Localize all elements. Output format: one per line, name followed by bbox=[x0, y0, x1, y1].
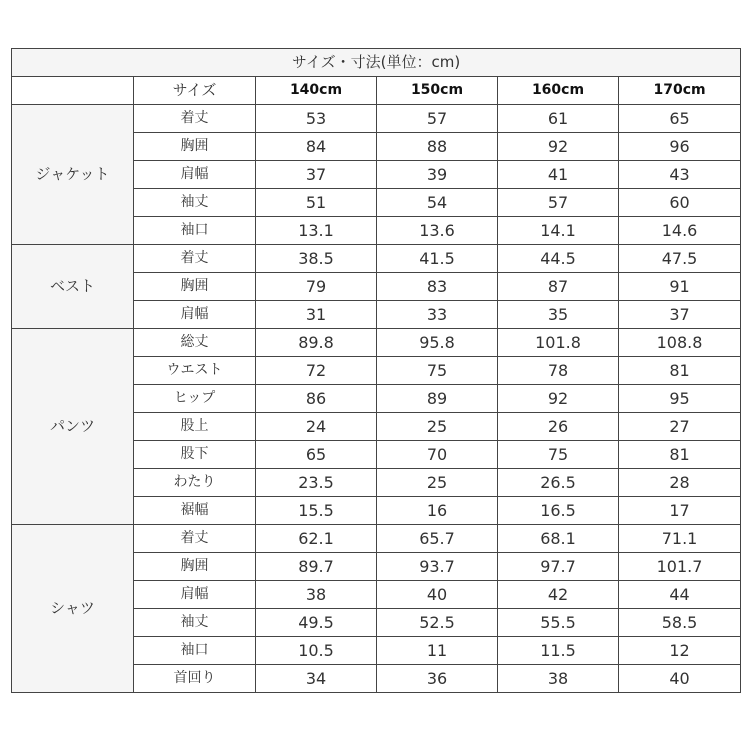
value-cell: 62.1 bbox=[256, 525, 377, 553]
category-cell: ベスト bbox=[12, 245, 134, 329]
measurement-label: 袖口 bbox=[134, 637, 256, 665]
value-cell: 11 bbox=[377, 637, 498, 665]
value-cell: 57 bbox=[498, 189, 619, 217]
measurement-label: ウエスト bbox=[134, 357, 256, 385]
value-cell: 38 bbox=[498, 665, 619, 693]
value-cell: 88 bbox=[377, 133, 498, 161]
measurement-label: 袖口 bbox=[134, 217, 256, 245]
value-cell: 39 bbox=[377, 161, 498, 189]
value-cell: 15.5 bbox=[256, 497, 377, 525]
size-header-150: 150cm bbox=[377, 77, 498, 105]
size-chart-body bbox=[12, 49, 741, 693]
value-cell: 12 bbox=[619, 637, 741, 665]
value-cell: 23.5 bbox=[256, 469, 377, 497]
value-cell: 47.5 bbox=[619, 245, 741, 273]
value-cell: 49.5 bbox=[256, 609, 377, 637]
value-cell: 13.6 bbox=[377, 217, 498, 245]
value-cell: 31 bbox=[256, 301, 377, 329]
value-cell: 101.8 bbox=[498, 329, 619, 357]
value-cell: 44 bbox=[619, 581, 741, 609]
table-row bbox=[12, 329, 741, 357]
value-cell: 44.5 bbox=[498, 245, 619, 273]
value-cell: 89 bbox=[377, 385, 498, 413]
measurement-label: 裾幅 bbox=[134, 497, 256, 525]
measurement-label: 着丈 bbox=[134, 525, 256, 553]
value-cell: 41 bbox=[498, 161, 619, 189]
value-cell: 33 bbox=[377, 301, 498, 329]
value-cell: 10.5 bbox=[256, 637, 377, 665]
value-cell: 13.1 bbox=[256, 217, 377, 245]
category-cell: シャツ bbox=[12, 525, 134, 693]
value-cell: 89.7 bbox=[256, 553, 377, 581]
value-cell: 91 bbox=[619, 273, 741, 301]
value-cell: 41.5 bbox=[377, 245, 498, 273]
value-cell: 87 bbox=[498, 273, 619, 301]
value-cell: 96 bbox=[619, 133, 741, 161]
measurement-label: 着丈 bbox=[134, 245, 256, 273]
measurement-label: わたり bbox=[134, 469, 256, 497]
value-cell: 72 bbox=[256, 357, 377, 385]
size-header-160: 160cm bbox=[498, 77, 619, 105]
table-row bbox=[12, 105, 741, 133]
measurement-label: 肩幅 bbox=[134, 301, 256, 329]
measurement-label: 胸囲 bbox=[134, 273, 256, 301]
value-cell: 78 bbox=[498, 357, 619, 385]
value-cell: 24 bbox=[256, 413, 377, 441]
value-cell: 25 bbox=[377, 469, 498, 497]
value-cell: 71.1 bbox=[619, 525, 741, 553]
value-cell: 60 bbox=[619, 189, 741, 217]
value-cell: 25 bbox=[377, 413, 498, 441]
size-header-170: 170cm bbox=[619, 77, 741, 105]
value-cell: 28 bbox=[619, 469, 741, 497]
value-cell: 65 bbox=[619, 105, 741, 133]
value-cell: 14.6 bbox=[619, 217, 741, 245]
value-cell: 16.5 bbox=[498, 497, 619, 525]
value-cell: 27 bbox=[619, 413, 741, 441]
value-cell: 26.5 bbox=[498, 469, 619, 497]
measurement-label: 股下 bbox=[134, 441, 256, 469]
value-cell: 81 bbox=[619, 357, 741, 385]
value-cell: 26 bbox=[498, 413, 619, 441]
value-cell: 84 bbox=[256, 133, 377, 161]
value-cell: 95 bbox=[619, 385, 741, 413]
value-cell: 81 bbox=[619, 441, 741, 469]
measurement-label: 袖丈 bbox=[134, 609, 256, 637]
value-cell: 54 bbox=[377, 189, 498, 217]
value-cell: 38.5 bbox=[256, 245, 377, 273]
value-cell: 108.8 bbox=[619, 329, 741, 357]
value-cell: 70 bbox=[377, 441, 498, 469]
measurement-label: ヒップ bbox=[134, 385, 256, 413]
value-cell: 51 bbox=[256, 189, 377, 217]
value-cell: 83 bbox=[377, 273, 498, 301]
measurement-label: 首回り bbox=[134, 665, 256, 693]
category-cell: パンツ bbox=[12, 329, 134, 525]
value-cell: 65 bbox=[256, 441, 377, 469]
value-cell: 17 bbox=[619, 497, 741, 525]
header-corner-cell bbox=[12, 77, 134, 105]
table-row bbox=[12, 245, 741, 273]
value-cell: 38 bbox=[256, 581, 377, 609]
value-cell: 97.7 bbox=[498, 553, 619, 581]
measurement-label: 胸囲 bbox=[134, 133, 256, 161]
measurement-label: 胸囲 bbox=[134, 553, 256, 581]
title-row bbox=[12, 49, 741, 77]
value-cell: 86 bbox=[256, 385, 377, 413]
value-cell: 34 bbox=[256, 665, 377, 693]
value-cell: 92 bbox=[498, 133, 619, 161]
value-cell: 93.7 bbox=[377, 553, 498, 581]
value-cell: 55.5 bbox=[498, 609, 619, 637]
measurement-label: 股上 bbox=[134, 413, 256, 441]
value-cell: 37 bbox=[619, 301, 741, 329]
size-label: サイズ bbox=[134, 77, 256, 105]
value-cell: 75 bbox=[377, 357, 498, 385]
table-row bbox=[12, 525, 741, 553]
value-cell: 14.1 bbox=[498, 217, 619, 245]
value-cell: 57 bbox=[377, 105, 498, 133]
measurement-label: 着丈 bbox=[134, 105, 256, 133]
value-cell: 101.7 bbox=[619, 553, 741, 581]
value-cell: 40 bbox=[377, 581, 498, 609]
value-cell: 92 bbox=[498, 385, 619, 413]
category-cell: ジャケット bbox=[12, 105, 134, 245]
measurement-label: 袖丈 bbox=[134, 189, 256, 217]
value-cell: 75 bbox=[498, 441, 619, 469]
value-cell: 52.5 bbox=[377, 609, 498, 637]
value-cell: 11.5 bbox=[498, 637, 619, 665]
value-cell: 42 bbox=[498, 581, 619, 609]
value-cell: 40 bbox=[619, 665, 741, 693]
value-cell: 16 bbox=[377, 497, 498, 525]
size-chart-table bbox=[11, 48, 741, 693]
value-cell: 89.8 bbox=[256, 329, 377, 357]
size-header-140: 140cm bbox=[256, 77, 377, 105]
measurement-label: 肩幅 bbox=[134, 581, 256, 609]
value-cell: 35 bbox=[498, 301, 619, 329]
value-cell: 95.8 bbox=[377, 329, 498, 357]
value-cell: 79 bbox=[256, 273, 377, 301]
value-cell: 58.5 bbox=[619, 609, 741, 637]
measurement-label: 総丈 bbox=[134, 329, 256, 357]
value-cell: 43 bbox=[619, 161, 741, 189]
measurement-label: 肩幅 bbox=[134, 161, 256, 189]
value-cell: 65.7 bbox=[377, 525, 498, 553]
value-cell: 61 bbox=[498, 105, 619, 133]
value-cell: 37 bbox=[256, 161, 377, 189]
table-title: サイズ・寸法(単位：cm) bbox=[12, 49, 741, 77]
value-cell: 36 bbox=[377, 665, 498, 693]
value-cell: 53 bbox=[256, 105, 377, 133]
value-cell: 68.1 bbox=[498, 525, 619, 553]
header-row bbox=[12, 77, 741, 105]
